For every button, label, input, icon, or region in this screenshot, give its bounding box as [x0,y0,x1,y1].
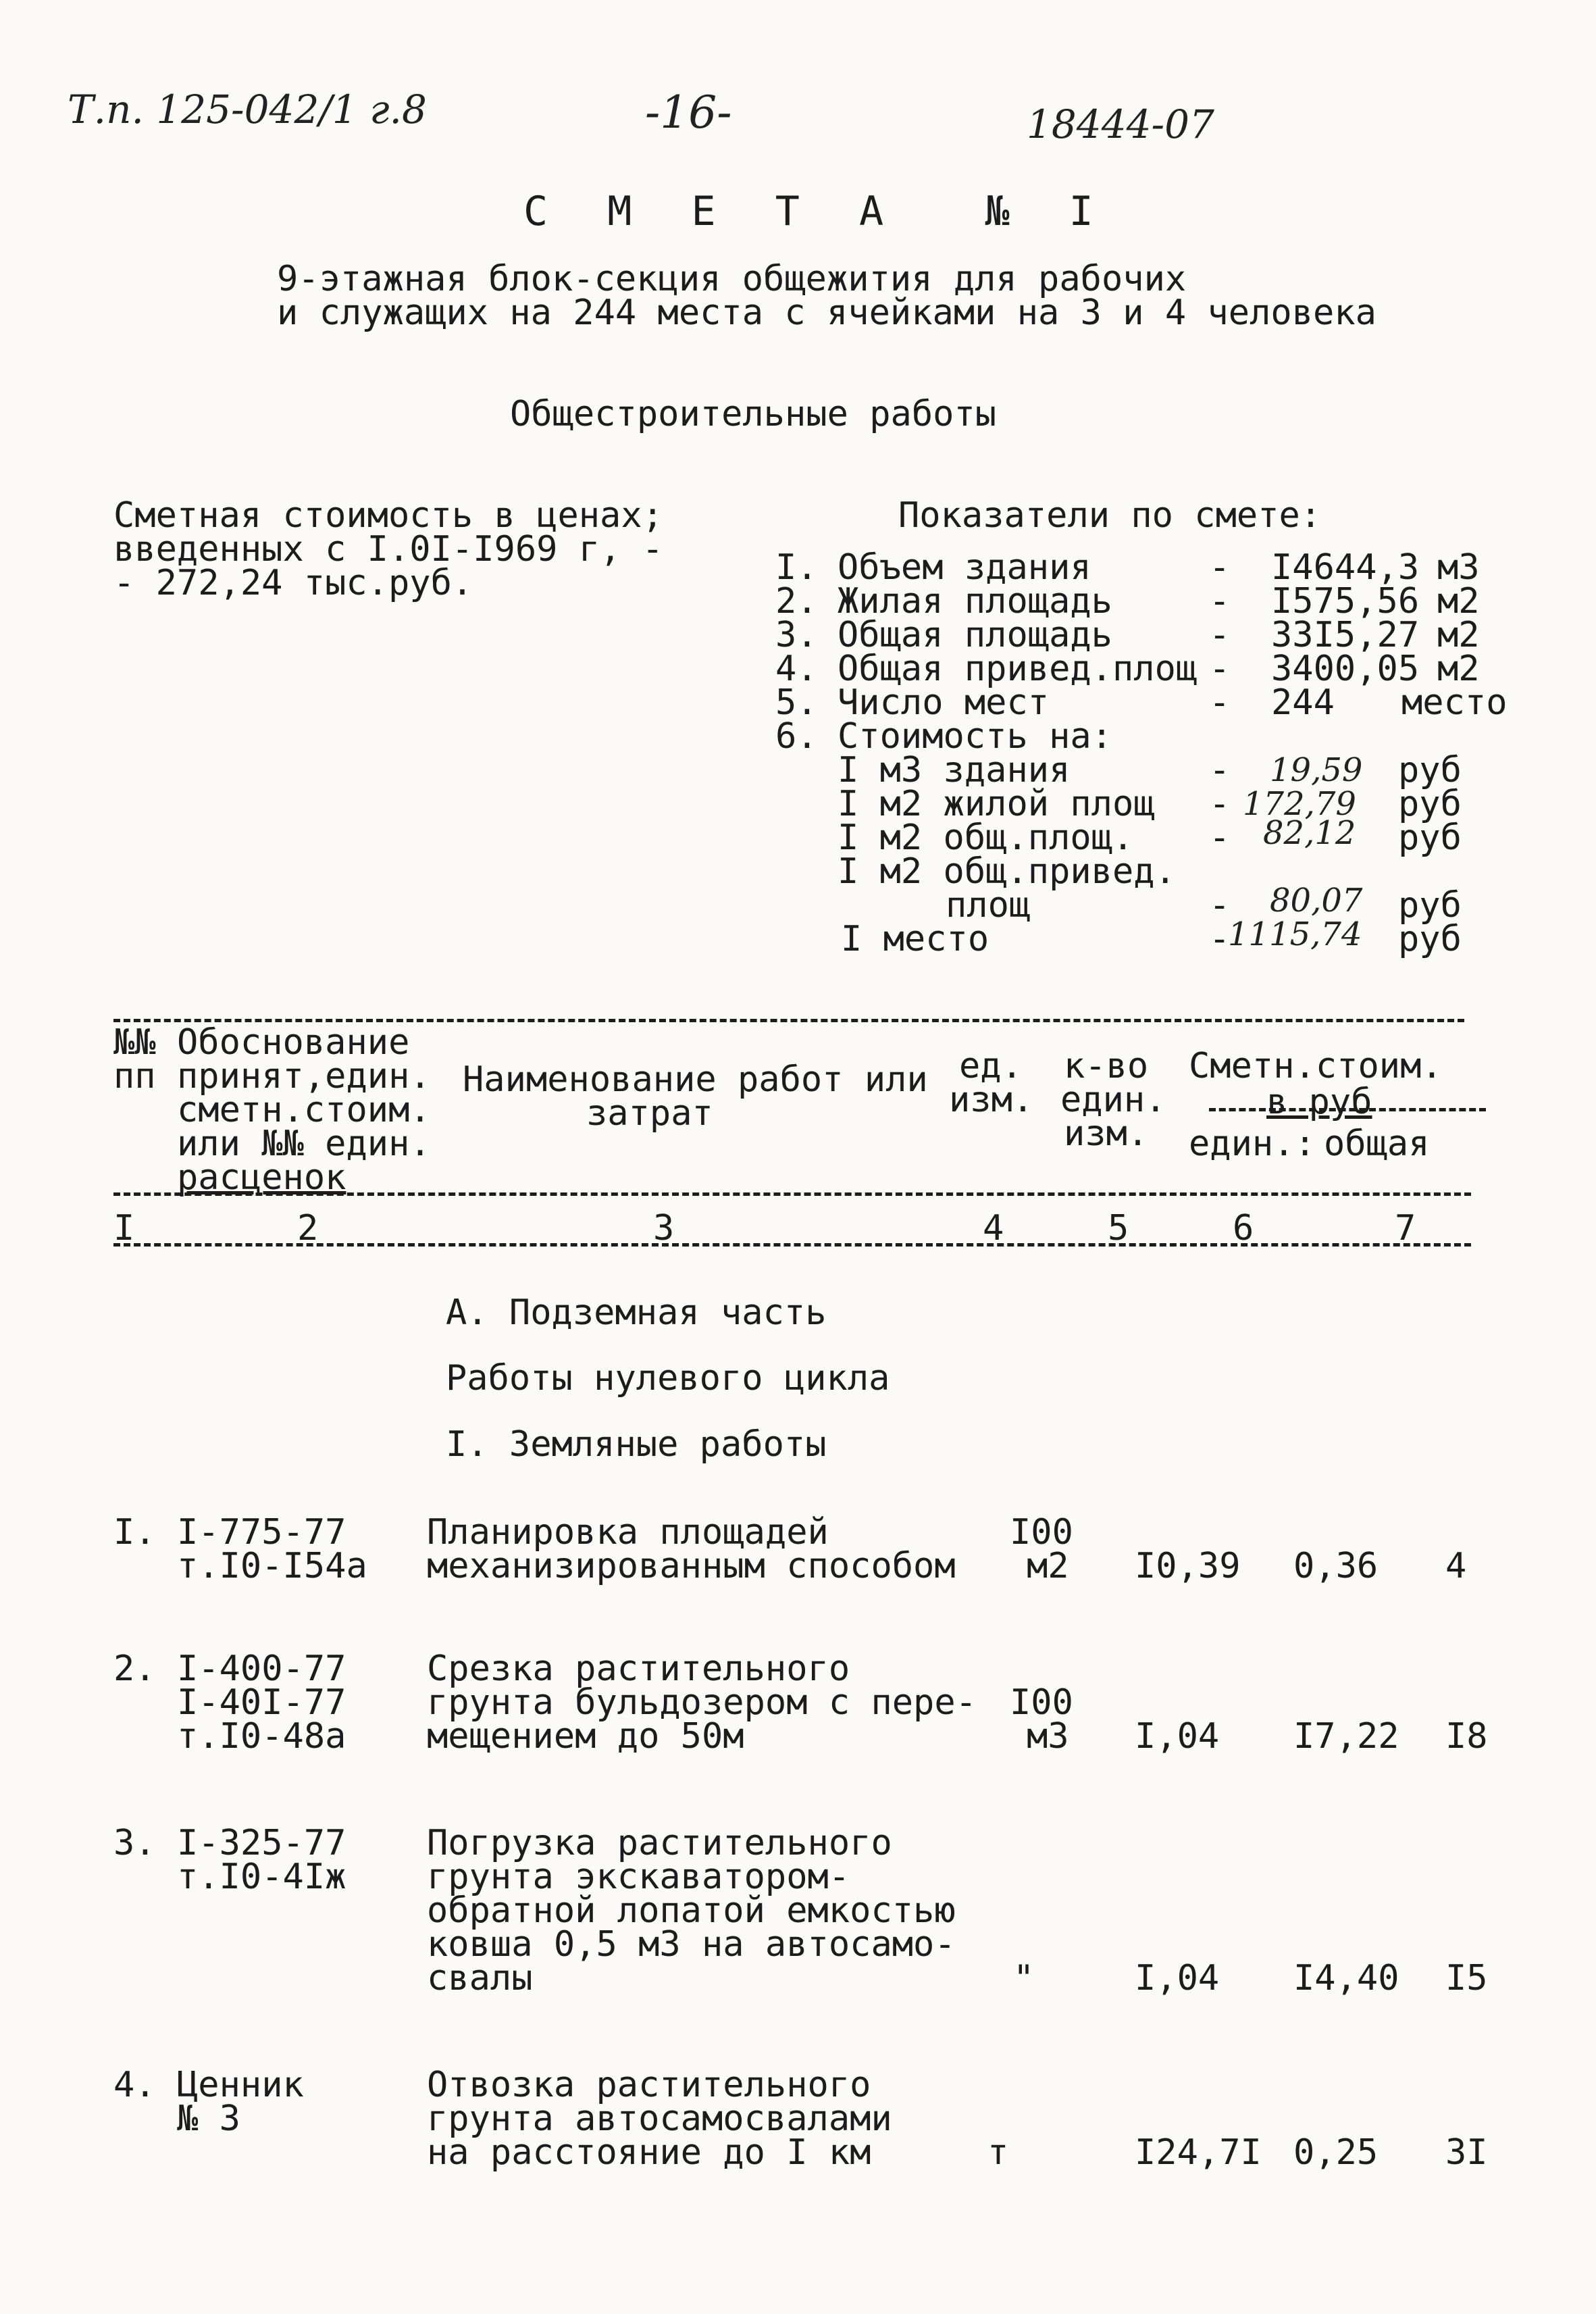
indicator-name: Общая привед.площ [838,649,1198,689]
indicator-unit: м2 [1437,581,1480,622]
indicator-value: 3400,05 [1271,649,1420,689]
row-basis: Ценник [177,2065,304,2105]
cost-line-2: введенных с I.0I-I969 г, - [113,529,663,570]
indicator-unit: м2 [1437,615,1480,655]
row-unit: м2 [1027,1546,1069,1586]
indicator-unit: м3 [1437,547,1480,588]
header-col3-line1: Наименование работ или [463,1059,928,1100]
row-quantity: I,04 [1135,1716,1220,1757]
header-bottom-rule [113,1243,1471,1247]
indicator-num: 6. [775,716,818,757]
unit-cost-value: 82,12 [1263,814,1356,852]
header-col2-line5: расценок [177,1157,346,1198]
indicator-name: Общая площадь [838,615,1112,655]
indicator-unit: место [1401,682,1508,723]
indicator-value: I575,56 [1271,581,1420,622]
header-col6: един.: [1189,1124,1316,1164]
row-quantity: I24,7I [1135,2132,1262,2173]
column-number-2: 2 [297,1208,319,1249]
row-basis: т.I0-4Iж [177,1857,346,1897]
work-type-heading: Общестроительные работы [510,394,997,434]
header-col3-line2: затрат [586,1093,713,1134]
row-work-name: механизированным способом [427,1546,956,1586]
header-middle-rule [113,1192,1471,1196]
unit-cost-value: 19,59 [1270,751,1363,789]
row-number: 4. [113,2065,156,2105]
row-basis: № 3 [177,2098,240,2139]
header-col5-line1: к-во [1064,1046,1149,1086]
row-unit-cost: I7,22 [1293,1716,1399,1757]
subtitle-line-2: и служащих на 244 места с ячейками на 3 и 4 человека [277,293,1376,333]
unit-cost-dash: - [1209,818,1231,858]
row-work-name: ковша 0,5 м3 на автосамо- [427,1924,956,1965]
indicator-value: 244 [1271,682,1335,723]
unit-cost-unit: руб [1398,750,1462,790]
unit-cost-value: 80,07 [1270,882,1363,920]
indicator-name: Число мест [838,682,1050,723]
row-total: I8 [1445,1716,1488,1757]
row-number: 2. [113,1649,156,1689]
row-quantity: I0,39 [1135,1546,1241,1586]
row-work-name: Планировка площадей [427,1512,829,1553]
row-unit: т [987,2132,1009,2173]
header-col7: общая [1324,1124,1430,1164]
unit-cost-value: 172,79 [1243,785,1356,823]
indicator-unit: м2 [1437,649,1480,689]
indicator-value: 33I5,27 [1271,615,1420,655]
row-unit: I00 [1010,1512,1073,1553]
row-basis: т.I0-48а [177,1716,346,1757]
unit-cost-name: I место [841,919,989,959]
cost-line-1: Сметная стоимость в ценах; [113,495,663,536]
indicator-dash: - [1209,649,1231,689]
unit-cost-name-continued: площ [946,885,1031,926]
unit-cost-unit: руб [1398,885,1462,926]
indicator-dash: - [1209,581,1231,622]
row-basis: I-325-77 [177,1823,346,1863]
row-number: I. [113,1512,156,1553]
unit-cost-dash: - [1209,885,1231,926]
indicator-num: 5. [775,682,818,723]
indicators-heading: Показатели по смете: [898,495,1322,536]
indicator-dash: - [1209,682,1231,723]
header-col67-currency: в руб [1266,1082,1372,1122]
handwritten-project-code: Т.п. 125-042/1 г.8 [68,86,427,132]
header-col67-title: Сметн.стоим. [1189,1046,1443,1086]
header-col5-line3: изм. [1064,1113,1149,1154]
row-total: 4 [1445,1546,1467,1586]
header-col4-line1: ед. [959,1046,1023,1086]
handwritten-doc-number: 18444-07 [1027,101,1214,147]
row-number: 3. [113,1823,156,1863]
column-number-3: 3 [653,1208,675,1249]
indicator-num: I. [775,547,818,588]
unit-cost-dash: - [1209,784,1231,824]
row-total: 3I [1445,2132,1488,2173]
column-number-4: 4 [983,1208,1004,1249]
row-work-name: мещением до 50м [427,1716,744,1757]
cost-line-3: - 272,24 тыс.руб. [113,563,473,603]
indicator-dash: - [1209,615,1231,655]
row-basis: I-400-77 [177,1649,346,1689]
row-basis: т.I0-I54а [177,1546,367,1586]
row-work-name: Отвозка растительного [427,2065,871,2105]
indicator-name: Объем здания [838,547,1091,588]
row-work-name: грунта автосамосвалами [427,2098,892,2139]
row-unit-cost: I4,40 [1293,1958,1399,1998]
indicator-name: Жилая площадь [838,581,1112,622]
row-work-name: грунта экскаватором- [427,1857,850,1897]
unit-cost-dash: - [1209,919,1231,959]
indicator-num: 3. [775,615,818,655]
column-number-5: 5 [1108,1208,1129,1249]
indicator-name: Стоимость на: [838,716,1112,757]
row-unit: м3 [1027,1716,1069,1757]
unit-cost-name: I м2 жилой площ [838,784,1155,824]
unit-cost-dash: - [1209,750,1231,790]
row-unit-cost: 0,25 [1293,2132,1379,2173]
row-work-name: Погрузка растительного [427,1823,892,1863]
unit-cost-unit: руб [1398,919,1462,959]
document-title: С М Е Т А № I [523,188,1111,235]
header-col2-line1: Обоснование [177,1022,410,1063]
section-part-heading: А. Подземная часть [446,1292,827,1333]
section-cycle-heading: Работы нулевого цикла [446,1358,890,1399]
unit-cost-unit: руб [1398,784,1462,824]
subtitle-line-1: 9-этажная блок-секция общежития для рабочих [277,259,1187,299]
indicator-value: I4644,3 [1271,547,1420,588]
unit-cost-unit: руб [1398,818,1462,858]
unit-cost-value: 1115,74 [1228,915,1362,953]
unit-cost-name: I м2 общ.привед. [838,851,1176,892]
header-col5-line2: един. [1060,1080,1166,1120]
header-col1-line1: №№ [113,1022,156,1063]
section-earthworks-heading: I. Земляные работы [446,1424,827,1465]
row-total: I5 [1445,1958,1488,1998]
handwritten-page-number: -16- [645,86,732,139]
header-col2-line2: принят,един. [177,1056,431,1097]
row-basis: I-40I-77 [177,1682,346,1723]
row-quantity: I,04 [1135,1958,1220,1998]
header-col2-line3: сметн.стоим. [177,1090,431,1130]
row-work-name: обратной лопатой емкостью [427,1890,956,1931]
indicator-num: 4. [775,649,818,689]
row-unit-cost: 0,36 [1293,1546,1379,1586]
header-col1-line2: пп [113,1056,156,1097]
column-number-7: 7 [1395,1208,1416,1249]
row-work-name: на расстояние до I км [427,2132,871,2173]
indicator-num: 2. [775,581,818,622]
row-work-name: свалы [427,1958,533,1998]
header-col2-line4: или №№ един. [177,1124,431,1164]
header-col4-line2: изм. [949,1080,1034,1120]
header-col67-rule [1209,1108,1486,1111]
row-unit: " [1013,1958,1035,1998]
column-number-6: 6 [1233,1208,1254,1249]
unit-cost-name: I м3 здания [838,750,1071,790]
row-work-name: Срезка растительного [427,1649,850,1689]
column-number-1: I [113,1208,135,1249]
row-basis: I-775-77 [177,1512,346,1553]
row-work-name: грунта бульдозером с пере- [427,1682,977,1723]
unit-cost-name: I м2 общ.площ. [838,818,1134,858]
row-unit: I00 [1010,1682,1073,1723]
indicator-dash: - [1209,547,1231,588]
